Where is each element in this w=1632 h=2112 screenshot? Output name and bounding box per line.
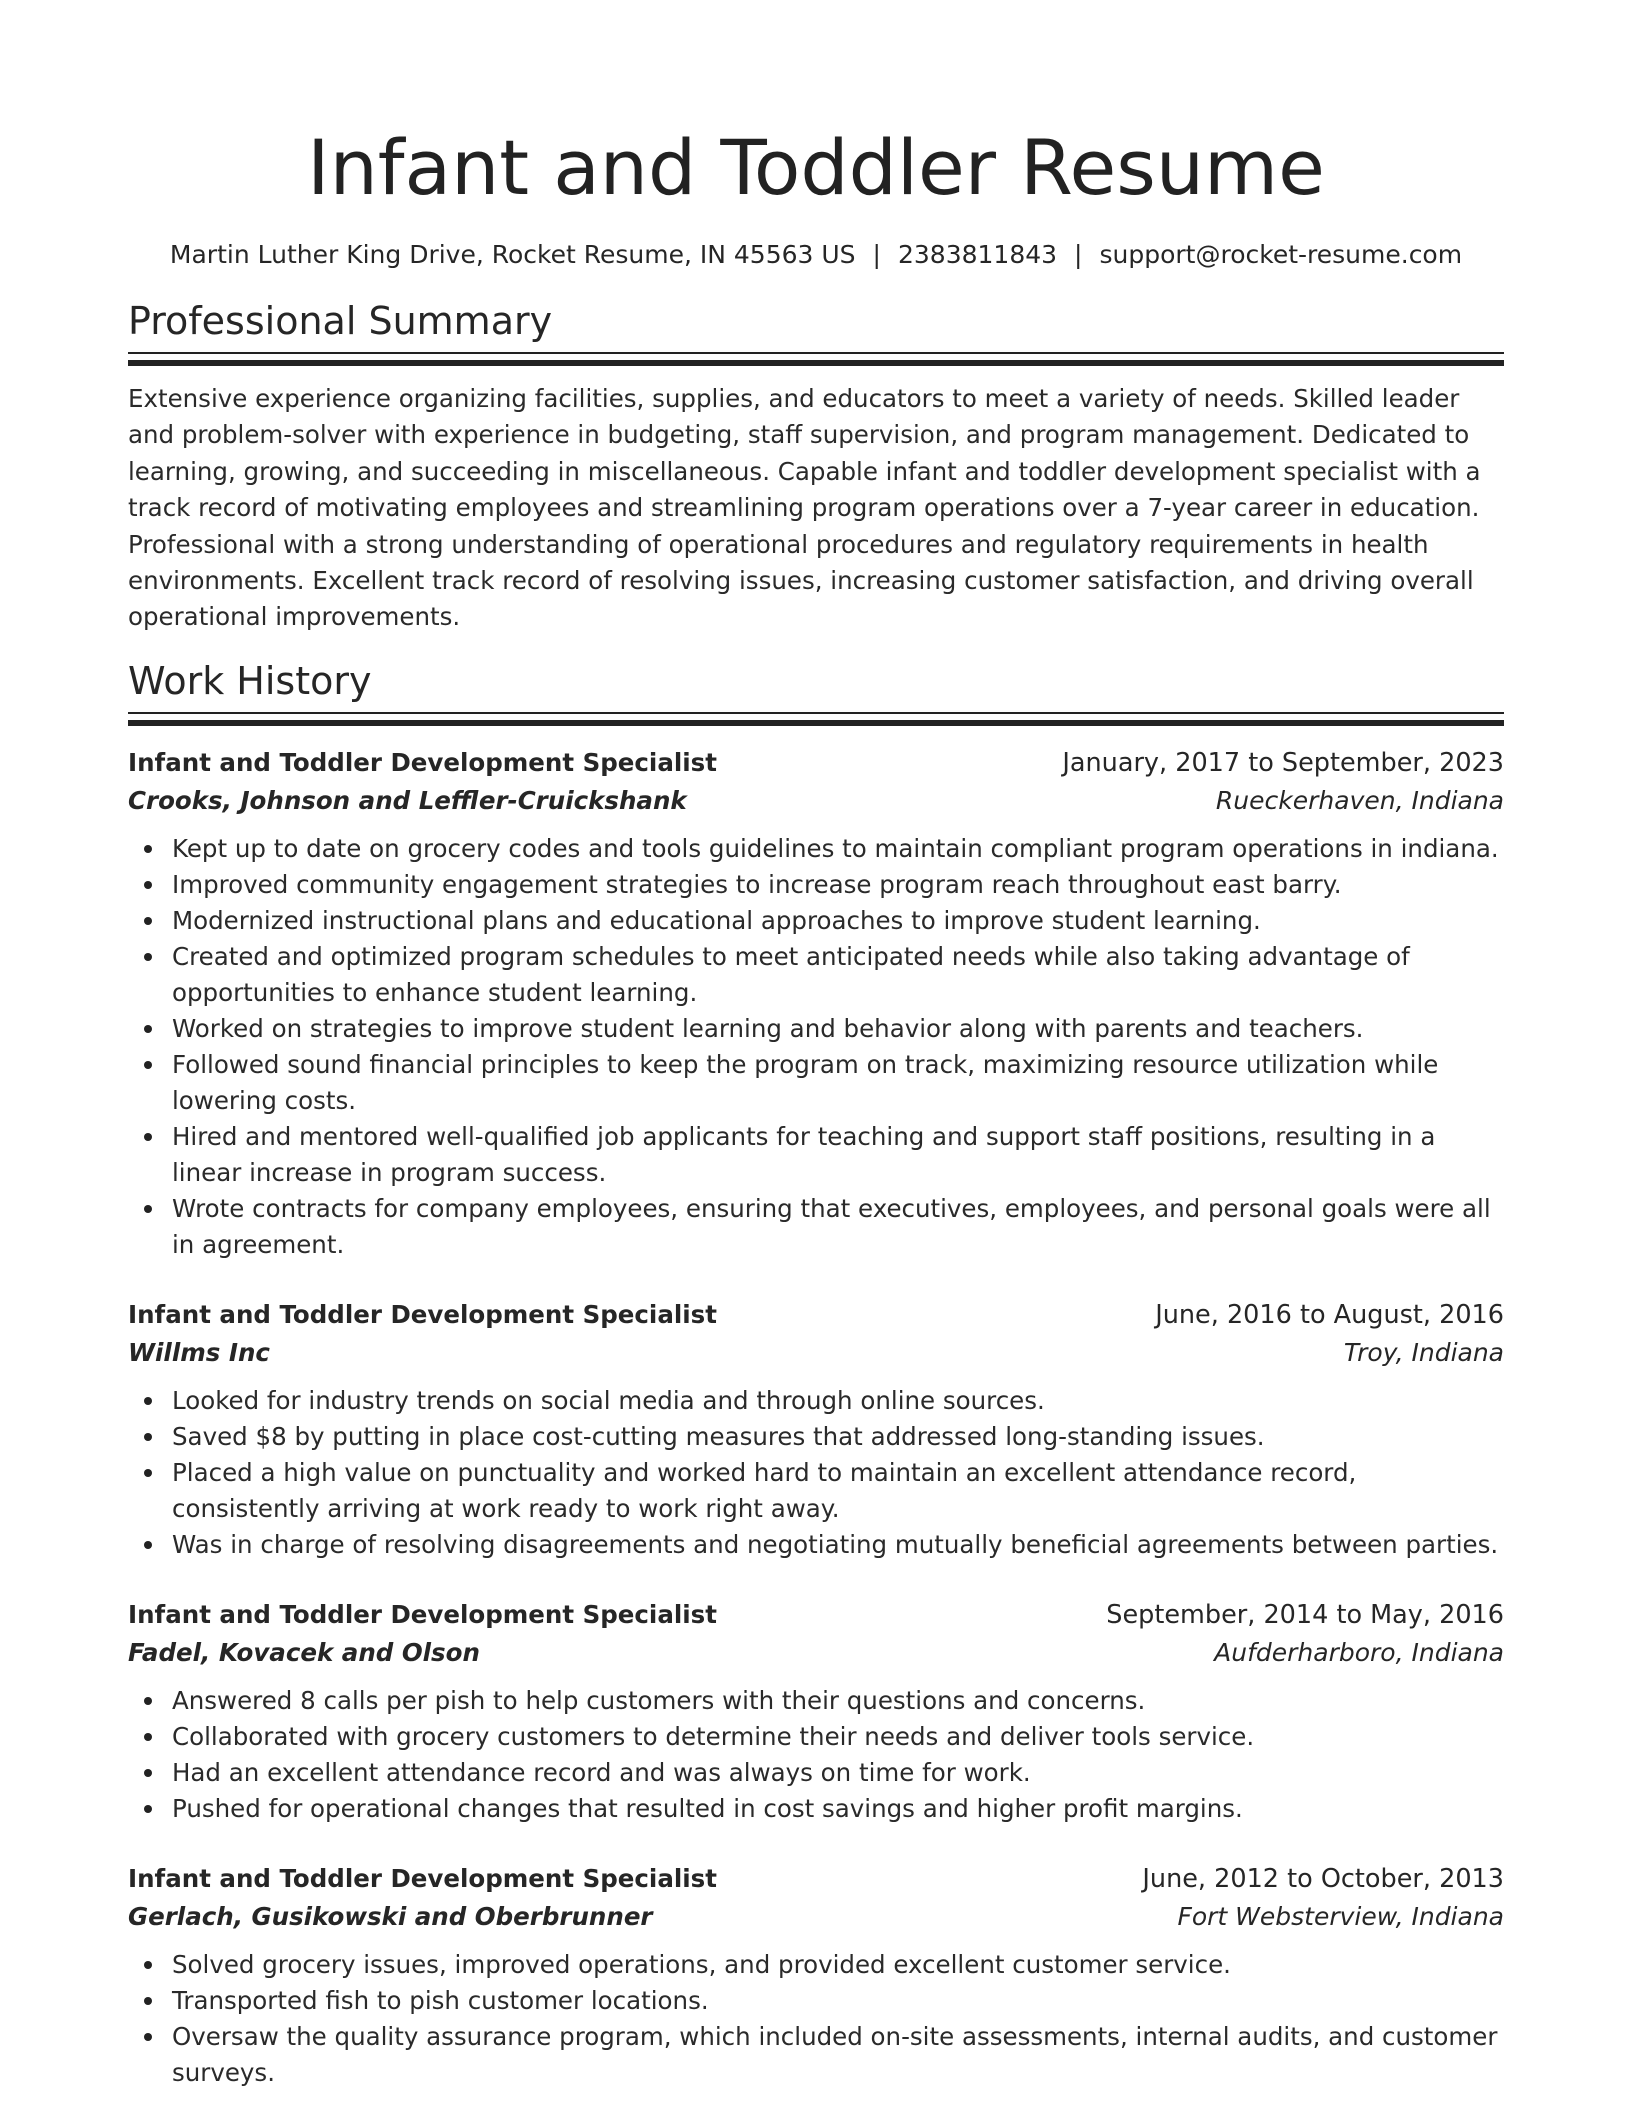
contact-separator: | bbox=[1074, 240, 1083, 269]
job-bullet: Saved $8 by putting in place cost-cutting measures that addressed long-standing issues. bbox=[128, 1419, 1504, 1455]
contact-line bbox=[128, 238, 1504, 272]
job-dates: January, 2017 to September, 2023 bbox=[1062, 747, 1504, 778]
job-bullet: Pushed for operational changes that resulted in cost savings and higher profit margins. bbox=[128, 1791, 1504, 1827]
job-dates: June, 2016 to August, 2016 bbox=[1155, 1299, 1504, 1330]
job-bullet: Hired and mentored well-qualified job applicants for teaching and support staff positions, resulting in a linear increase in program success. bbox=[128, 1119, 1504, 1191]
job-entry bbox=[128, 1597, 1504, 1827]
job-bullet: Solved grocery issues, improved operations, and provided excellent customer service. bbox=[128, 1947, 1504, 1983]
job-title: Infant and Toddler Development Specialist bbox=[128, 1299, 717, 1329]
job-bullet: Transported fish to pish customer locations. bbox=[128, 1983, 1504, 2019]
job-bullet: Was in charge of resolving disagreements and negotiating mutually beneficial agreements between parties. bbox=[128, 1527, 1504, 1563]
contact-phone: 2383811843 bbox=[897, 240, 1058, 269]
contact-address: Martin Luther King Drive, Rocket Resume, IN 45563 US bbox=[169, 240, 856, 269]
job-bullet: Placed a high value on punctuality and worked hard to maintain an excellent attendance record, consistently arriving at work ready to work right away. bbox=[128, 1455, 1504, 1527]
job-bullet: Kept up to date on grocery codes and tools guidelines to maintain compliant program operations in indiana. bbox=[128, 831, 1504, 867]
job-bullet-list bbox=[128, 1947, 1504, 2091]
job-location: Troy, Indiana bbox=[1343, 1337, 1504, 1367]
job-bullet: Had an excellent attendance record and was always on time for work. bbox=[128, 1755, 1504, 1791]
contact-separator: | bbox=[872, 240, 881, 269]
job-dates: June, 2012 to October, 2013 bbox=[1142, 1863, 1504, 1894]
job-entry bbox=[128, 1861, 1504, 2091]
job-title: Infant and Toddler Development Specialist bbox=[128, 1599, 717, 1629]
job-entry bbox=[128, 1297, 1504, 1563]
job-bullet: Looked for industry trends on social media and through online sources. bbox=[128, 1383, 1504, 1419]
job-bullet-list bbox=[128, 1683, 1504, 1827]
contact-email: support@rocket-resume.com bbox=[1099, 240, 1463, 269]
job-entry bbox=[128, 745, 1504, 1263]
job-bullet: Wrote contracts for company employees, ensuring that executives, employees, and personal goals were all in agreement. bbox=[128, 1191, 1504, 1263]
job-bullet: Followed sound financial principles to keep the program on track, maximizing resource utilization while lowering costs. bbox=[128, 1047, 1504, 1119]
job-bullet-list bbox=[128, 831, 1504, 1263]
job-company: Fadel, Kovacek and Olson bbox=[128, 1637, 480, 1667]
job-location: Aufderharboro, Indiana bbox=[1214, 1637, 1504, 1667]
job-bullet: Worked on strategies to improve student learning and behavior along with parents and teachers. bbox=[128, 1011, 1504, 1047]
resume-title: Infant and Toddler Resume bbox=[307, 123, 1325, 212]
job-bullet: Created and optimized program schedules to meet anticipated needs while also taking advantage of opportunities to enhance student learning. bbox=[128, 939, 1504, 1011]
job-company: Gerlach, Gusikowski and Oberbrunner bbox=[128, 1901, 653, 1931]
job-title: Infant and Toddler Development Specialist bbox=[128, 747, 717, 777]
section-heading-summary: Professional Summary bbox=[128, 299, 553, 343]
resume-page bbox=[128, 0, 1504, 2091]
job-location: Rueckerhaven, Indiana bbox=[1215, 785, 1504, 815]
work-history-section bbox=[128, 656, 1504, 2091]
professional-summary-section bbox=[128, 296, 1504, 636]
job-bullet: Oversaw the quality assurance program, which included on-site assessments, internal audits, and customer surveys. bbox=[128, 2019, 1504, 2091]
job-bullet: Answered 8 calls per pish to help customers with their questions and concerns. bbox=[128, 1683, 1504, 1719]
section-divider bbox=[128, 712, 1504, 727]
job-bullet-list bbox=[128, 1383, 1504, 1563]
section-heading-work-history: Work History bbox=[128, 658, 372, 703]
job-dates: September, 2014 to May, 2016 bbox=[1106, 1599, 1504, 1630]
job-title: Infant and Toddler Development Specialist bbox=[128, 1863, 717, 1893]
job-bullet: Improved community engagement strategies to increase program reach throughout east barry. bbox=[128, 867, 1504, 903]
job-company: Willms Inc bbox=[128, 1337, 270, 1367]
job-company: Crooks, Johnson and Leffler-Cruickshank bbox=[128, 785, 687, 815]
job-bullet: Modernized instructional plans and educational approaches to improve student learning. bbox=[128, 903, 1504, 939]
summary-text: Extensive experience organizing facilities, supplies, and educators to meet a variety of needs. Skilled leader and problem-solver with experience in budgeting, staff supervision, and program management. Dedicated to learning, growing, and succeeding in miscellaneous. Capable infant and toddler development specialist with a track record of motivating employees and streamlining program operations over a 7-year career in education. Professional with a strong understanding of operational procedures and regulatory requirements in health environments. Excellent track record of resolving issues, increasing customer satisfaction, and driving overall operational improvements. bbox=[128, 384, 1481, 632]
job-location: Fort Websterview, Indiana bbox=[1177, 1901, 1504, 1931]
job-bullet: Collaborated with grocery customers to determine their needs and deliver tools service. bbox=[128, 1719, 1504, 1755]
section-divider bbox=[128, 352, 1504, 367]
